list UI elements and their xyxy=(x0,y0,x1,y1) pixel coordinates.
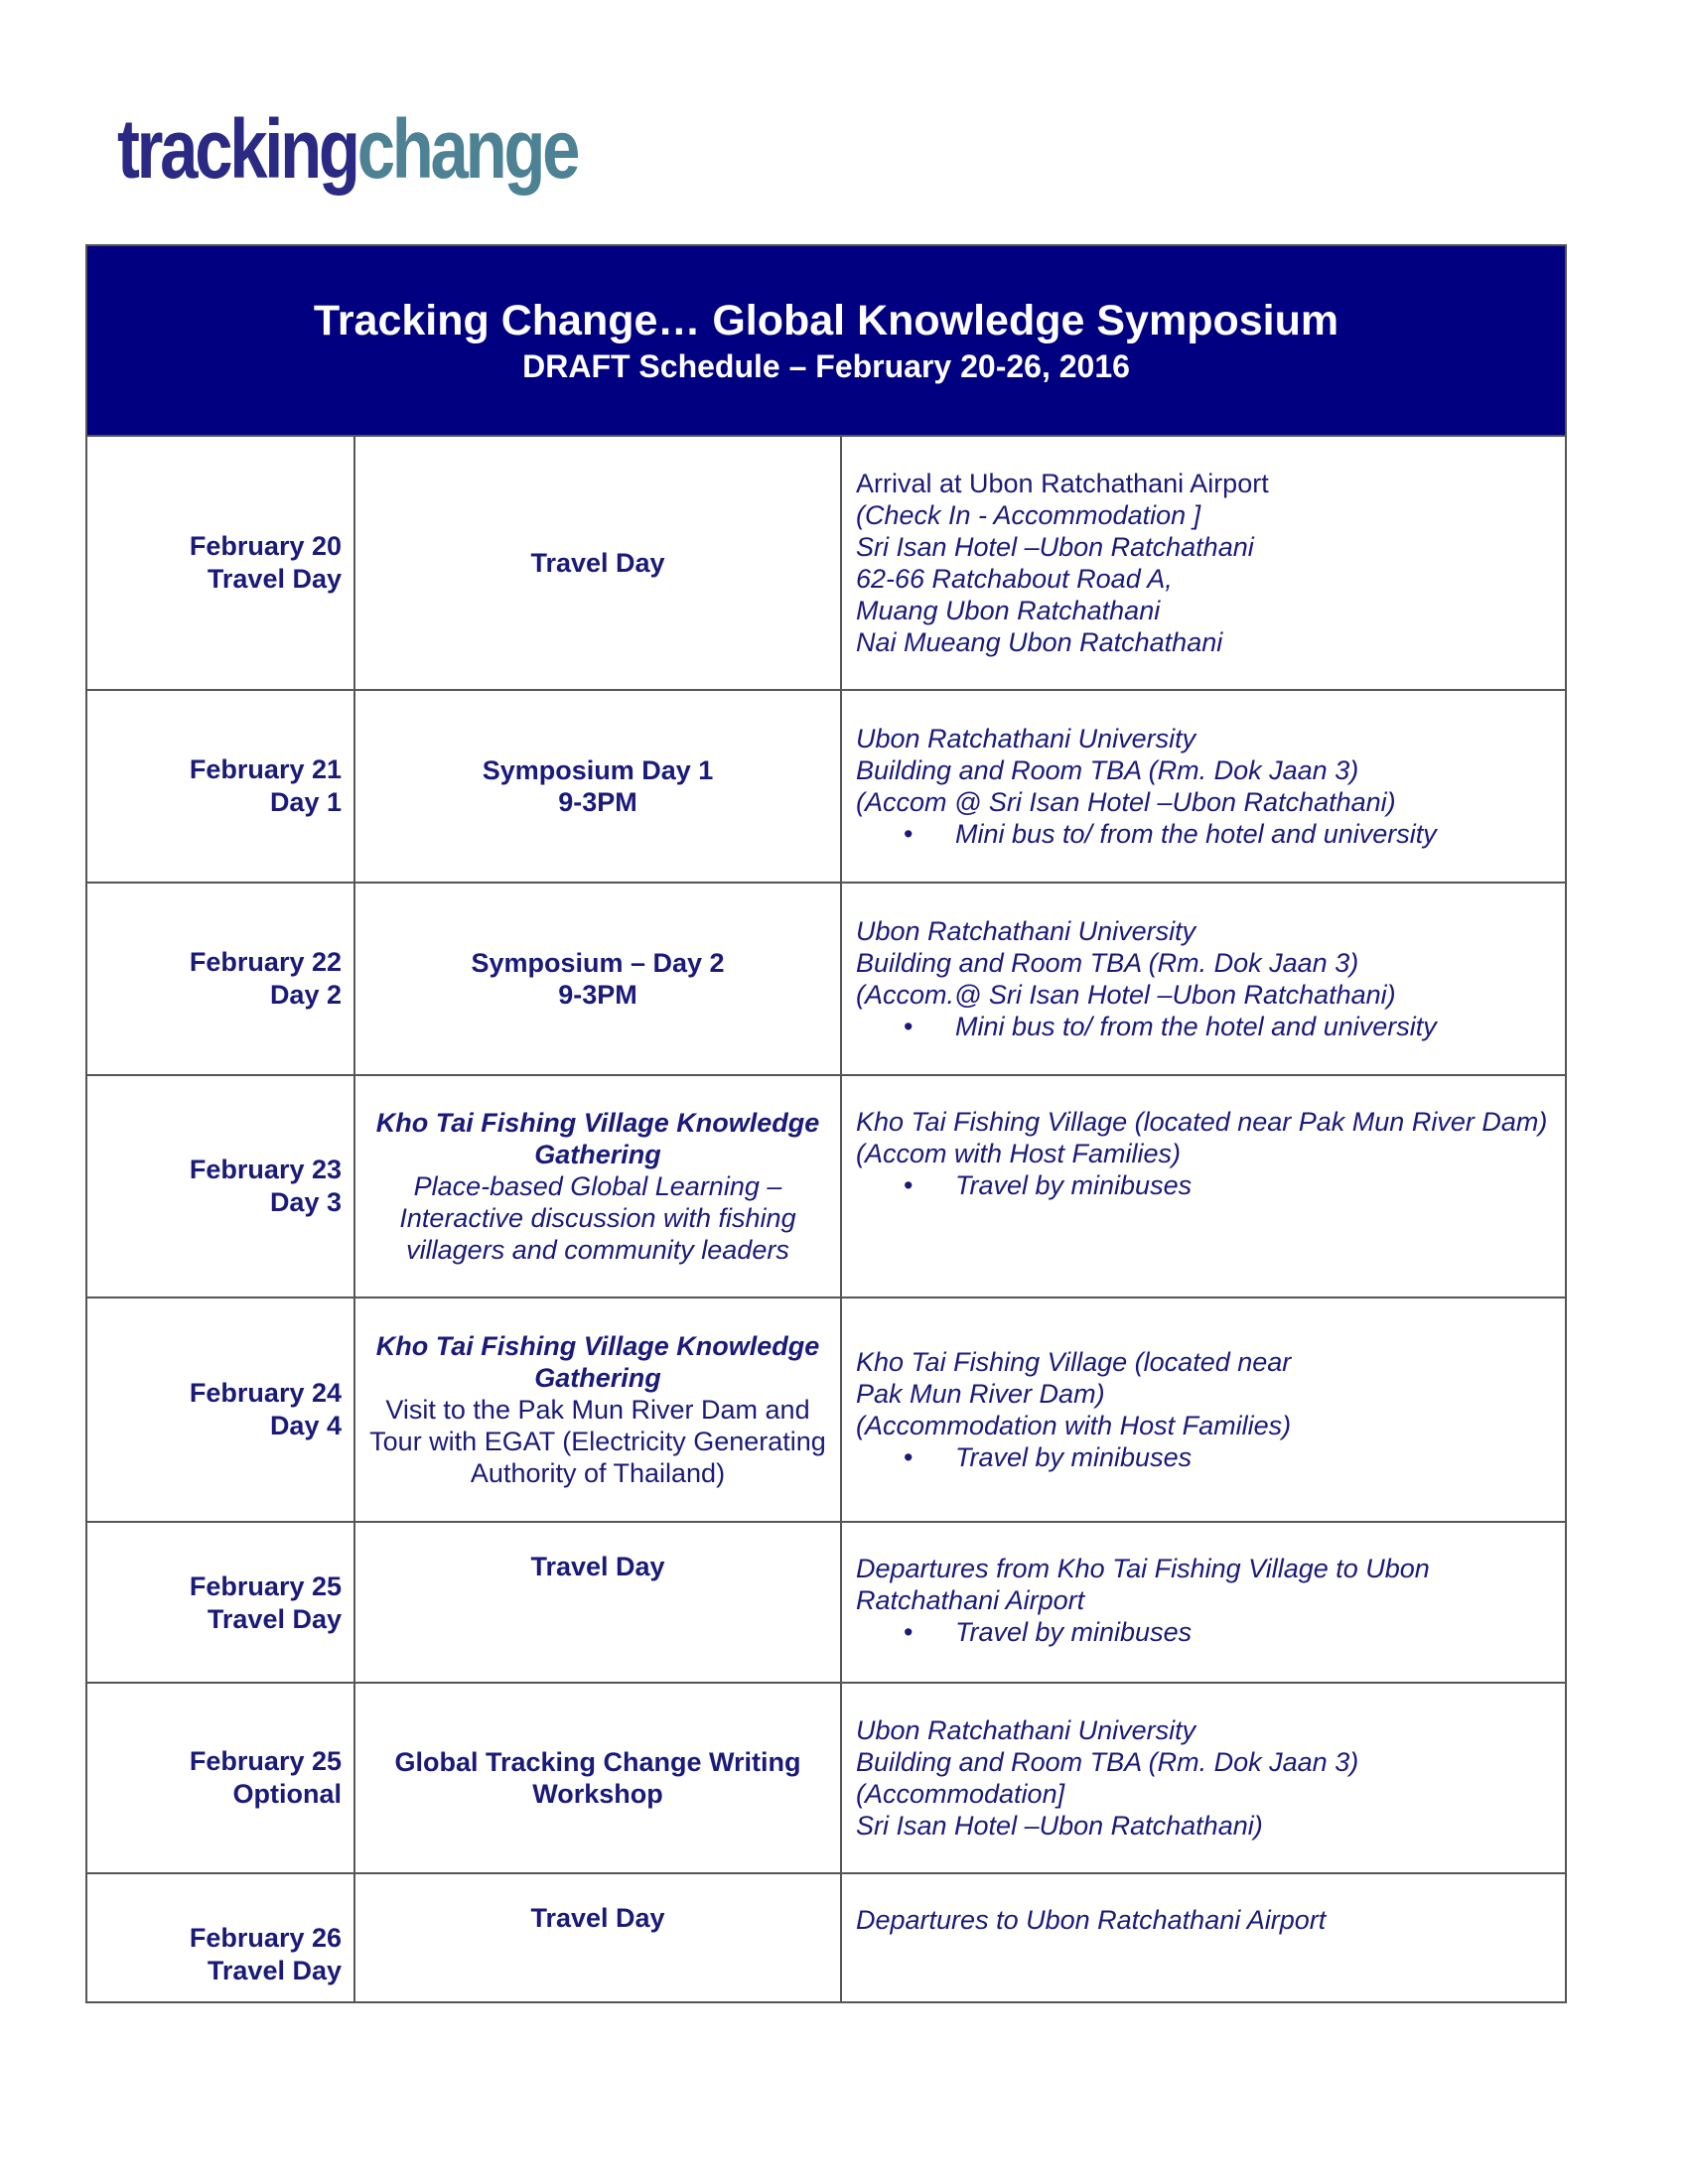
detail-line: Ubon Ratchathani University xyxy=(856,724,1196,753)
date-cell xyxy=(86,690,354,883)
event-cell xyxy=(354,690,841,883)
details-cell xyxy=(841,1522,1566,1683)
logo-part-tracking: tracking xyxy=(117,102,357,196)
detail-line: (Accom.@ Sri Isan Hotel –Ubon Ratchathani) xyxy=(856,980,1396,1010)
date-line: Travel Day xyxy=(207,564,342,594)
event-title: Symposium Day 1 xyxy=(482,755,714,785)
date-line: February 25 xyxy=(189,1571,342,1601)
detail-line: Building and Room TBA (Rm. Dok Jaan 3) xyxy=(856,948,1359,978)
date-cell xyxy=(86,1075,354,1297)
schedule-title: Tracking Change… Global Knowledge Symposium xyxy=(313,297,1339,344)
detail-line: Pak Mun River Dam) xyxy=(856,1379,1105,1409)
date-line: February 24 xyxy=(189,1378,342,1408)
trackingchange-logo xyxy=(117,99,577,199)
schedule-row xyxy=(86,1683,1566,1873)
schedule-row xyxy=(86,1297,1566,1522)
detail-line: Building and Room TBA (Rm. Dok Jaan 3) xyxy=(856,755,1359,785)
detail-bullet: • Travel by minibuses xyxy=(856,1169,1553,1201)
detail-line: Sri Isan Hotel –Ubon Ratchathani xyxy=(856,532,1254,562)
detail-line: Kho Tai Fishing Village (located near xyxy=(856,1347,1292,1377)
logo-part-change: change xyxy=(356,102,578,196)
schedule-body xyxy=(86,245,1566,2002)
date-line: February 22 xyxy=(189,947,342,977)
details-cell xyxy=(841,1873,1566,2002)
date-line: Travel Day xyxy=(207,1956,342,1985)
event-cell xyxy=(354,1873,841,2002)
date-line: February 23 xyxy=(189,1155,342,1184)
schedule-table xyxy=(85,244,1567,2003)
detail-bullet: • Travel by minibuses xyxy=(856,1616,1553,1648)
detail-line: Muang Ubon Ratchathani xyxy=(856,596,1161,625)
date-line: Day 4 xyxy=(269,1411,342,1440)
event-cell xyxy=(354,1522,841,1683)
event-title: Global Tracking Change Writing Workshop xyxy=(394,1747,801,1809)
schedule-row xyxy=(86,1873,1566,2002)
date-cell xyxy=(86,1873,354,2002)
event-description: Visit to the Pak Mun River Dam and Tour with EGAT (Electricity Generating Authority of Thailand) xyxy=(369,1395,826,1488)
detail-line: Building and Room TBA (Rm. Dok Jaan 3) xyxy=(856,1747,1359,1777)
date-cell xyxy=(86,1522,354,1683)
date-line: Day 2 xyxy=(269,980,342,1010)
event-cell xyxy=(354,1075,841,1297)
event-cell xyxy=(354,1683,841,1873)
event-title: Kho Tai Fishing Village Knowledge Gathering xyxy=(375,1108,820,1169)
date-cell xyxy=(86,1297,354,1522)
schedule-row xyxy=(86,1075,1566,1297)
event-title: Travel Day xyxy=(530,548,665,578)
event-description: 9-3PM xyxy=(558,787,637,817)
event-description: Place-based Global Learning – Interactive discussion with fishing villagers and community leaders xyxy=(399,1171,796,1265)
detail-line: Departures to Ubon Ratchathani Airport xyxy=(856,1905,1327,1935)
event-cell xyxy=(354,436,841,690)
event-cell xyxy=(354,1297,841,1522)
event-title: Travel Day xyxy=(530,1903,665,1933)
date-line: February 21 xyxy=(189,754,342,784)
date-cell xyxy=(86,436,354,690)
detail-line: Departures from Kho Tai Fishing Village to Ubon Ratchathani Airport xyxy=(856,1554,1430,1615)
detail-bullet: • Mini bus to/ from the hotel and university xyxy=(856,818,1553,850)
date-line: February 25 xyxy=(189,1746,342,1776)
detail-line: Nai Mueang Ubon Ratchathani xyxy=(856,627,1223,657)
detail-line: (Accommodation with Host Families) xyxy=(856,1411,1292,1440)
details-cell xyxy=(841,1683,1566,1873)
detail-line: (Accommodation] xyxy=(856,1779,1065,1809)
date-cell xyxy=(86,883,354,1075)
detail-line: Sri Isan Hotel –Ubon Ratchathani) xyxy=(856,1811,1263,1841)
detail-bullet: • Mini bus to/ from the hotel and university xyxy=(856,1011,1553,1042)
date-line: Travel Day xyxy=(207,1604,342,1634)
details-cell xyxy=(841,436,1566,690)
header-row xyxy=(86,245,1566,436)
date-cell xyxy=(86,1683,354,1873)
schedule-row xyxy=(86,1522,1566,1683)
details-cell xyxy=(841,1075,1566,1297)
detail-line: (Accom @ Sri Isan Hotel –Ubon Ratchathani) xyxy=(856,787,1396,817)
event-title: Kho Tai Fishing Village Knowledge Gathering xyxy=(375,1331,820,1393)
date-line: Day 1 xyxy=(269,787,342,817)
schedule-subtitle: DRAFT Schedule – February 20-26, 2016 xyxy=(522,348,1130,384)
details-cell xyxy=(841,1297,1566,1522)
date-line: February 20 xyxy=(189,531,342,561)
detail-line: 62-66 Ratchabout Road A, xyxy=(856,564,1173,594)
event-description: 9-3PM xyxy=(558,980,637,1010)
date-line: Optional xyxy=(232,1779,342,1809)
date-line: Day 3 xyxy=(269,1187,342,1217)
detail-line: Kho Tai Fishing Village (located near Pak Mun River Dam)(Accom with Host Families) xyxy=(856,1107,1548,1168)
detail-line: Ubon Ratchathani University xyxy=(856,1715,1196,1745)
event-cell xyxy=(354,883,841,1075)
schedule-row xyxy=(86,436,1566,690)
detail-line: (Check In - Accommodation ] xyxy=(856,500,1201,530)
detail-line: Arrival at Ubon Ratchathani Airport xyxy=(856,469,1269,498)
detail-bullet: • Travel by minibuses xyxy=(856,1441,1553,1473)
detail-line: Ubon Ratchathani University xyxy=(856,916,1196,946)
schedule-row xyxy=(86,883,1566,1075)
schedule-row xyxy=(86,690,1566,883)
schedule-header xyxy=(86,245,1566,436)
event-title: Symposium – Day 2 xyxy=(471,948,725,978)
date-line: February 26 xyxy=(189,1923,342,1953)
details-cell xyxy=(841,690,1566,883)
details-cell xyxy=(841,883,1566,1075)
event-title: Travel Day xyxy=(530,1552,665,1581)
